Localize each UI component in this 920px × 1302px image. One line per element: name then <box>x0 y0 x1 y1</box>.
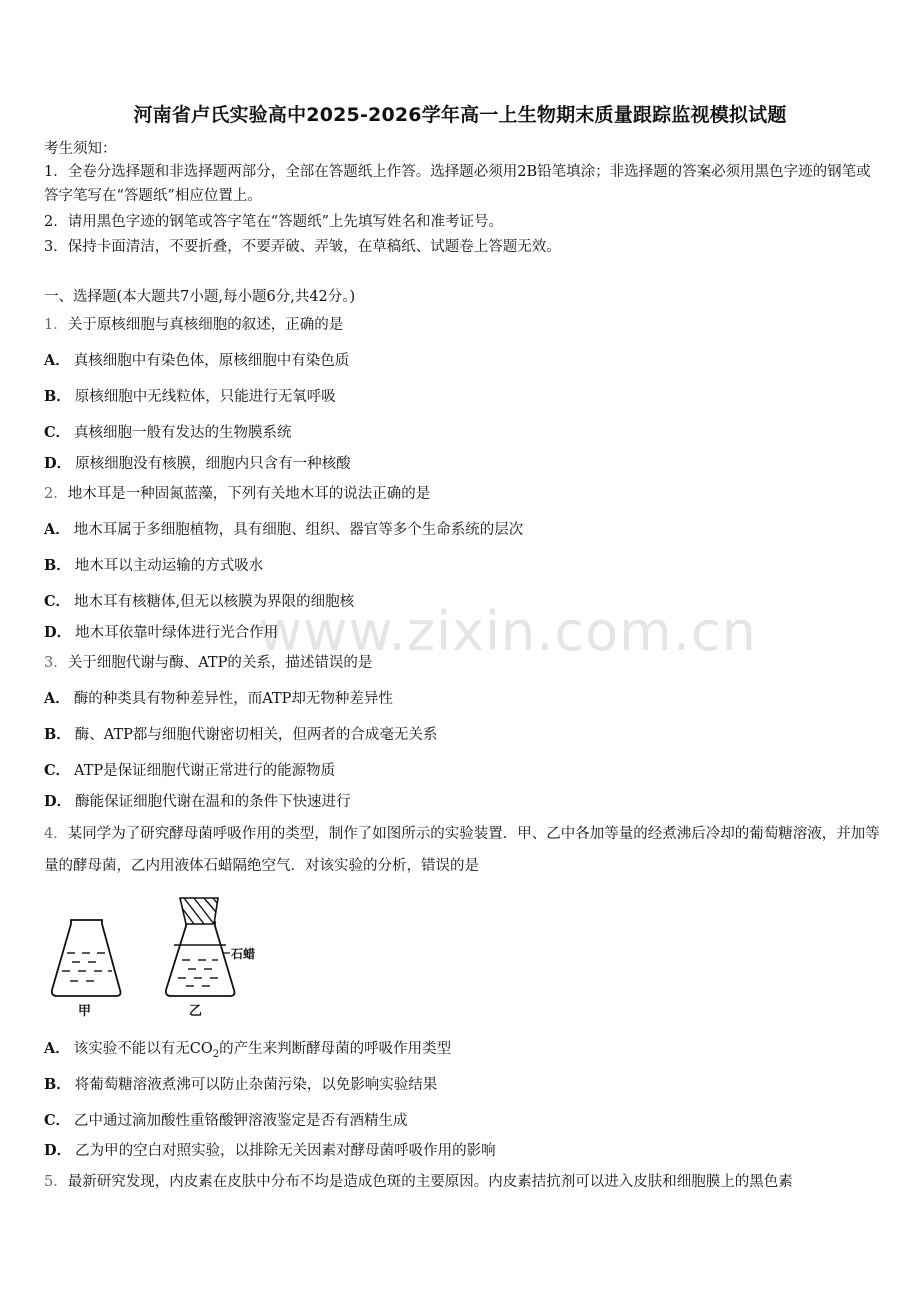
option-letter: C． <box>44 424 71 441</box>
option-text: ATP是保证细胞代谢正常进行的能源物质 <box>74 763 336 779</box>
option-text: 原核细胞中无线粒体，只能进行无氧呼吸 <box>74 389 336 405</box>
question-number: 1． <box>44 317 68 333</box>
option-2d <box>44 621 278 642</box>
option-letter: D． <box>44 455 72 472</box>
option-text: 的产生来判断酵母菌的呼吸作用类型 <box>219 1041 452 1057</box>
option-1d <box>44 452 351 473</box>
option-text: 将葡萄糖溶液煮沸可以防止杂菌污染，以免影响实验结果 <box>74 1077 438 1093</box>
question-number: 5． <box>44 1174 68 1190</box>
watermark: www.zixin.com.cn <box>258 600 757 663</box>
option-1b <box>44 385 336 406</box>
question-number: 2． <box>44 486 68 502</box>
option-text: 乙为甲的空白对照实验，以排除无关因素对酵母菌呼吸作用的影响 <box>75 1143 496 1159</box>
flask-jia <box>52 920 121 996</box>
option-letter: C． <box>44 762 71 779</box>
option-4c <box>44 1109 408 1130</box>
question-number: 4． <box>44 826 68 842</box>
option-letter: B． <box>44 726 71 743</box>
option-letter: A． <box>44 521 70 538</box>
question-number: 3． <box>44 655 68 671</box>
option-letter: C． <box>44 593 71 610</box>
question-stem: 最新研究发现，内皮素在皮肤中分布不均是造成色斑的主要原因。内皮素拮抗剂可以进入皮肤和细胞膜上的黑色素 <box>67 1174 793 1190</box>
experiment-figure <box>48 890 278 1020</box>
option-1a <box>44 349 349 370</box>
option-3d <box>44 790 351 811</box>
option-text: 酶、ATP都与细胞代谢密切相关，但两者的合成毫无关系 <box>74 727 438 743</box>
page-title: 河南省卢氏实验高中2025-2026学年高一上生物期末质量跟踪监视模拟试题 <box>133 104 787 126</box>
option-letter: C． <box>44 1112 71 1129</box>
option-subscript: 2 <box>212 1048 220 1060</box>
option-letter: B． <box>44 388 71 405</box>
option-text: 原核细胞没有核膜，细胞内只含有一种核酸 <box>75 456 351 472</box>
question-stem: 地木耳是一种固氮蓝藻，下列有关地木耳的说法正确的是 <box>67 486 431 502</box>
question-1 <box>44 313 343 334</box>
question-5 <box>44 1170 793 1191</box>
option-text: 真核细胞中有染色体，原核细胞中有染色质 <box>73 353 350 369</box>
option-letter: D． <box>44 1142 72 1159</box>
notice-item-3: 3．保持卡面清洁，不要折叠，不要弄破、弄皱，在草稿纸、试题卷上答题无效。 <box>44 239 561 255</box>
option-letter: A． <box>44 1040 70 1057</box>
question-stem: 某同学为了研究酵母菌呼吸作用的类型，制作了如图所示的实验装置．甲、乙中各加等量的经煮沸后冷却的葡萄糖溶液，并加等量的酵母菌，乙内用液体石蜡隔绝空气．对该实验的分析，错误的是 <box>44 826 880 874</box>
question-4 <box>44 818 880 882</box>
solution-dashes-jia <box>62 953 112 981</box>
notice-item-1: 1．全卷分选择题和非选择题两部分，全部在答题纸上作答。选择题必须用2B铅笔填涂；非选择题的答案必须用黑色字迹的钢笔或答字笔写在“答题纸”相应位置上。 <box>44 164 871 204</box>
section-heading: 一、选择题(本大题共7小题,每小题6分,共42分。) <box>44 289 356 305</box>
question-2 <box>44 482 430 503</box>
option-letter: A． <box>44 690 70 707</box>
option-3c <box>44 759 335 780</box>
option-letter: D． <box>44 793 72 810</box>
option-text: 该实验不能以有无CO <box>73 1041 213 1057</box>
question-stem: 关于原核细胞与真核细胞的叙述，正确的是 <box>67 317 344 333</box>
figure-label-jia: 甲 <box>78 1004 92 1019</box>
option-text: 乙中通过滴加酸性重铬酸钾溶液鉴定是否有酒精生成 <box>74 1113 408 1129</box>
option-letter: D． <box>44 624 72 641</box>
option-3b <box>44 723 437 744</box>
option-2b <box>44 554 263 575</box>
option-text: 地木耳属于多细胞植物，具有细胞、组织、器官等多个生命系统的层次 <box>73 522 524 538</box>
option-3a <box>44 687 393 708</box>
option-4d <box>44 1139 496 1160</box>
notice-item-2: 2．请用黑色字迹的钢笔或答字笔在“答题纸”上先填写姓名和准考证号。 <box>44 214 504 230</box>
option-text: 地木耳依靠叶绿体进行光合作用 <box>75 625 279 641</box>
option-text: 地木耳有核糖体,但无以核膜为界限的细胞核 <box>74 594 355 610</box>
option-text: 酶的种类具有物种差异性，而ATP却无物种差异性 <box>73 691 393 707</box>
option-4b <box>44 1073 437 1094</box>
notice-heading: 考生须知： <box>44 141 117 157</box>
option-text: 地木耳以主动运输的方式吸水 <box>74 558 264 574</box>
option-1c <box>44 421 292 442</box>
solution-dashes-yi <box>178 960 218 986</box>
option-letter: B． <box>44 1076 71 1093</box>
option-letter: A． <box>44 352 70 369</box>
question-3 <box>44 651 372 672</box>
figure-label-wax: 石蜡 <box>231 947 256 961</box>
question-stem: 关于细胞代谢与酶、ATP的关系，描述错误的是 <box>67 655 373 671</box>
option-text: 真核细胞一般有发达的生物膜系统 <box>74 425 292 441</box>
option-letter: B． <box>44 557 71 574</box>
option-4a <box>44 1037 451 1060</box>
option-2a <box>44 518 523 539</box>
option-text: 酶能保证细胞代谢在温和的条件下快速进行 <box>75 794 351 810</box>
flask-yi <box>166 898 235 996</box>
figure-label-yi: 乙 <box>189 1004 203 1019</box>
